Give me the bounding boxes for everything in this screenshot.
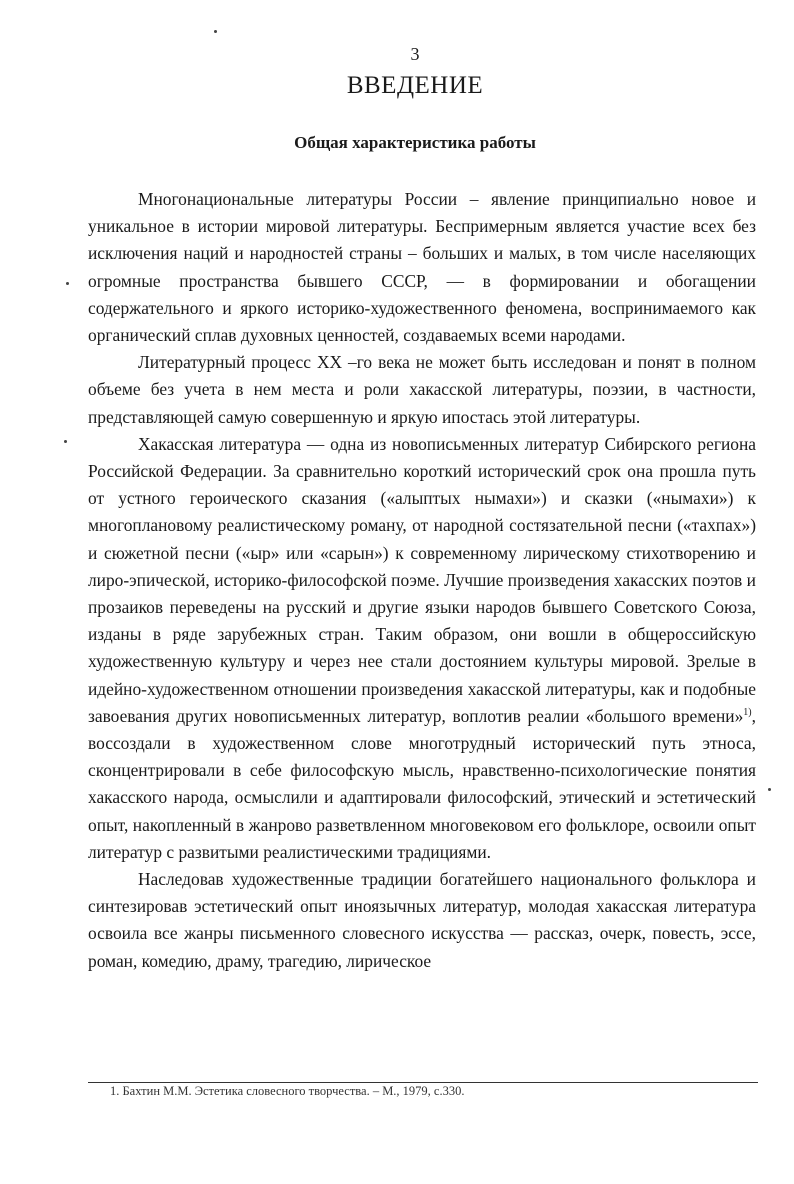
page-number: 3 <box>410 44 420 64</box>
footnote-marker: 1) <box>743 707 752 719</box>
paragraph-3-after-note: , воссоздали в художественном слове многотрудный исторический путь этноса, сконцентрировали в себе философскую мысль, нравственно-психологические понятия хакасского народа, осмыслили и адаптировали философский, этический и эстетический опыт, накопленный в жанрово разветвленном многовековом его фольклоре, освоили опыт литератур с развитыми реалистическими традициями. <box>88 705 756 862</box>
paragraph-2: Литературный процесс XX –го века не может быть исследован и понят в полном объеме без учета в нем места и роли хакасской литературы, поэзии, в частности, представляющей самую совершенную и яркую ипостась этой литературы. <box>88 352 756 427</box>
paragraph-3-before-note: Хакасская литература — одна из новописьменных литератур Сибирского региона Российской Федерации. За сравнительно короткий исторический срок она прошла путь от устного героического сказания («алыптых нымахи») и сказки («нымахи») к многоплановому реалистическому роману, от народной состязательной песни («тахпах») и сюжетной песни («ыр» или «сарын») к современному лирическому стихотворению и лиро-эпической, историко-философской поэме. Лучшие произведения хакасских поэтов и прозаиков переведены на русский и другие языки народов бывшего Советского Союза, изданы в ряде зарубежных стран. Таким образом, они вошли в общероссийскую художественную культуру и через нее стали достоянием культуры мировой. Зрелые в идейно-художественном отношении произведения хакасской литературы, как и подобные завоевания других новописьменных литератур, воплотив реалии «большого времени» <box>88 433 756 726</box>
body-text <box>88 186 756 975</box>
paragraph-3 <box>88 431 756 866</box>
scan-speck <box>66 282 69 285</box>
scan-speck <box>64 440 67 443</box>
footnote-divider <box>88 1082 758 1083</box>
paragraph-4: Наследовав художественные традиции богатейшего национального фольклора и синтезировав эстетический опыт иноязычных литератур, молодая хакасская литература освоила все жанры письменного словесного искусства — рассказ, очерк, повесть, эссе, роман, комедию, драму, трагедию, лирическое <box>88 869 756 971</box>
section-subtitle: Общая характеристика работы <box>294 133 536 152</box>
scan-speck <box>768 788 771 791</box>
scan-speck <box>214 30 217 33</box>
footnote: 1. Бахтин М.М. Эстетика словесного творчества. – М., 1979, с.330. <box>110 1084 465 1098</box>
main-title: ВВЕДЕНИЕ <box>346 72 484 99</box>
paragraph-1: Многонациональные литературы России – явление принципиально новое и уникальное в истории мировой литературы. Беспримерным является участие всех без исключения наций и народностей страны – больших и малых, в том числе населяющих огромные пространства бывшего СССР, — в формировании и обогащении содержательного и яркого историко-художественного феномена, воспринимаемого как органический сплав духовных ценностей, создаваемых всеми народами. <box>88 189 756 346</box>
